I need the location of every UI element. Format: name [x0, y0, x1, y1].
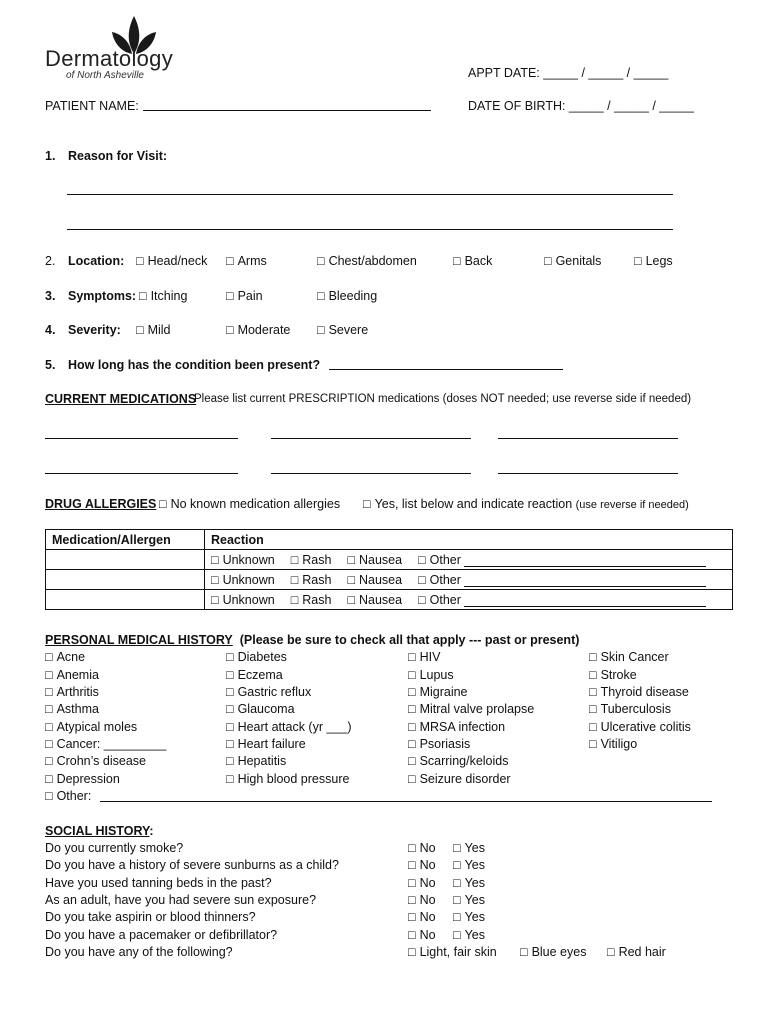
location-chest-checkbox[interactable]: □ Chest/abdomen [317, 254, 417, 268]
allergy-table-header [46, 530, 733, 550]
pmh-vitiligo-checkbox[interactable]: □ Vitiligo [589, 737, 637, 751]
pmh-tuberculosis-checkbox[interactable]: □ Tuberculosis [589, 702, 671, 716]
pmh-anemia-checkbox[interactable]: □ Anemia [45, 668, 99, 682]
medication-input-6[interactable] [498, 473, 678, 474]
fair-skin-checkbox[interactable]: □ Light, fair skin [408, 945, 497, 959]
pmh-psoriasis-checkbox[interactable]: □ Psoriasis [408, 737, 470, 751]
allergen-input[interactable] [46, 570, 205, 590]
q5-label: How long has the condition been present? [68, 358, 321, 372]
social-question: Do you have a pacemaker or defibrillator? [45, 928, 278, 942]
reaction-other-checkbox[interactable]: □ Other [418, 553, 461, 567]
allergen-input[interactable] [46, 590, 205, 610]
pmh-mrsa-checkbox[interactable]: □ MRSA infection [408, 720, 505, 734]
allergy-table [45, 529, 733, 610]
pmh-ulcerative-colitis-checkbox[interactable]: □ Ulcerative colitis [589, 720, 691, 734]
social-question: Do you take aspirin or blood thinners? [45, 910, 256, 924]
pmh-gastric-reflux-checkbox[interactable]: □ Gastric reflux [226, 685, 311, 699]
appt-date-field[interactable]: APPT DATE: _____ / _____ / _____ [468, 66, 669, 80]
medications-title: CURRENT MEDICATIONS [45, 392, 197, 406]
duration-input[interactable] [329, 369, 563, 370]
pacemaker-no-checkbox[interactable]: □ No [408, 928, 436, 942]
pmh-heart-attack-checkbox[interactable]: □ Heart attack (yr ___) [226, 720, 352, 734]
pmh-atypical-moles-checkbox[interactable]: □ Atypical moles [45, 720, 137, 734]
reaction-cell [205, 590, 733, 610]
pmh-asthma-checkbox[interactable]: □ Asthma [45, 702, 99, 716]
location-back-checkbox[interactable]: □ Back [453, 254, 492, 268]
pmh-title: PERSONAL MEDICAL HISTORY [45, 633, 233, 647]
pmh-arthritis-checkbox[interactable]: □ Arthritis [45, 685, 99, 699]
medication-input-4[interactable] [45, 473, 238, 474]
pmh-hiv-checkbox[interactable]: □ HIV [408, 650, 440, 664]
pmh-depression-checkbox[interactable]: □ Depression [45, 772, 120, 786]
reaction-nausea-checkbox[interactable]: □ Nausea [347, 553, 402, 567]
q4-number: 4. [45, 323, 56, 337]
pmh-diabetes-checkbox[interactable]: □ Diabetes [226, 650, 287, 664]
tanning-no-checkbox[interactable]: □ No [408, 876, 436, 890]
medication-input-5[interactable] [271, 473, 471, 474]
q5-number: 5. [45, 358, 56, 372]
medications-note: Please list current PRESCRIPTION medications (doses NOT needed; use reverse side if needed) [194, 393, 692, 405]
blue-eyes-checkbox[interactable]: □ Blue eyes [520, 945, 586, 959]
pmh-skin-cancer-checkbox[interactable]: □ Skin Cancer [589, 650, 669, 664]
symptom-itching-checkbox[interactable]: □ Itching [139, 289, 187, 303]
severity-severe-checkbox[interactable]: □ Severe [317, 323, 368, 337]
social-heading [45, 824, 154, 838]
reaction-unknown-checkbox[interactable]: □ Unknown [211, 593, 275, 607]
blood-thinners-yes-checkbox[interactable]: □ Yes [453, 910, 485, 924]
reaction-other-input[interactable] [464, 555, 706, 567]
symptom-pain-checkbox[interactable]: □ Pain [226, 289, 263, 303]
pmh-migraine-checkbox[interactable]: □ Migraine [408, 685, 468, 699]
location-legs-checkbox[interactable]: □ Legs [634, 254, 673, 268]
allergies-yes-option[interactable] [363, 497, 689, 511]
location-head-neck-checkbox[interactable]: □ Head/neck [136, 254, 207, 268]
social-question-last: Do you have any of the following? [45, 945, 233, 959]
col-reaction-header: Reaction [205, 530, 733, 550]
no-known-allergies-checkbox[interactable]: □ No known medication allergies [159, 497, 340, 511]
reaction-other-checkbox[interactable]: □ Other [418, 573, 461, 587]
logo-title: Dermatology [45, 46, 174, 71]
patient-name-input[interactable] [143, 110, 431, 111]
social-title-colon: : [149, 824, 154, 838]
pmh-scarring-checkbox[interactable]: □ Scarring/keloids [408, 754, 509, 768]
q3-number: 3. [45, 289, 56, 303]
social-question: As an adult, have you had severe sun exposure? [45, 893, 317, 907]
reaction-rash-checkbox[interactable]: □ Rash [291, 553, 332, 567]
sunburns-no-checkbox[interactable]: □ No [408, 858, 436, 872]
location-genitals-checkbox[interactable]: □ Genitals [544, 254, 601, 268]
pmh-glaucoma-checkbox[interactable]: □ Glaucoma [226, 702, 295, 716]
social-question: Do you have a history of severe sunburns as a child? [45, 858, 339, 872]
table-row [46, 570, 733, 590]
social-question: Do you currently smoke? [45, 841, 184, 855]
reaction-other-input[interactable] [464, 575, 706, 587]
social-title: SOCIAL HISTORY [45, 824, 150, 838]
blood-thinners-no-checkbox[interactable]: □ No [408, 910, 436, 924]
pmh-hepatitis-checkbox[interactable]: □ Hepatitis [226, 754, 286, 768]
location-arms-checkbox[interactable]: □ Arms [226, 254, 267, 268]
smoke-yes-checkbox[interactable]: □ Yes [453, 841, 485, 855]
pmh-other-input[interactable] [100, 801, 712, 802]
reaction-cell [205, 550, 733, 570]
sunburns-yes-checkbox[interactable]: □ Yes [453, 858, 485, 872]
pacemaker-yes-checkbox[interactable]: □ Yes [453, 928, 485, 942]
pmh-eczema-checkbox[interactable]: □ Eczema [226, 668, 283, 682]
smoke-no-checkbox[interactable]: □ No [408, 841, 436, 855]
reaction-other-input[interactable] [464, 595, 706, 607]
q1-label: Reason for Visit: [68, 149, 168, 163]
severity-mild-checkbox[interactable]: □ Mild [136, 323, 170, 337]
allergen-input[interactable] [46, 550, 205, 570]
reaction-other-checkbox[interactable]: □ Other [418, 593, 461, 607]
table-row [46, 590, 733, 610]
reaction-nausea-checkbox[interactable]: □ Nausea [347, 593, 402, 607]
sun-exposure-no-checkbox[interactable]: □ No [408, 893, 436, 907]
medication-input-1[interactable] [45, 438, 238, 439]
q2-label: Location: [68, 254, 125, 268]
reaction-nausea-checkbox[interactable]: □ Nausea [347, 573, 402, 587]
reaction-unknown-checkbox[interactable]: □ Unknown [211, 573, 275, 587]
pmh-heading [45, 633, 579, 647]
pmh-lupus-checkbox[interactable]: □ Lupus [408, 668, 454, 682]
reason-input-2[interactable] [67, 229, 673, 230]
logo-subtitle: of North Asheville [66, 70, 144, 81]
q3-label: Symptoms: [68, 289, 137, 303]
q4-label: Severity: [68, 323, 121, 337]
q2-number: 2. [45, 254, 56, 268]
symptom-bleeding-checkbox[interactable]: □ Bleeding [317, 289, 377, 303]
medication-input-2[interactable] [271, 438, 471, 439]
patient-name-label: PATIENT NAME: [45, 99, 139, 113]
pmh-heart-failure-checkbox[interactable]: □ Heart failure [226, 737, 306, 751]
q1-number: 1. [45, 149, 56, 163]
col-medication-header: Medication/Allergen [46, 530, 205, 550]
reaction-cell [205, 570, 733, 590]
pmh-cancer-checkbox[interactable]: □ Cancer: _________ [45, 737, 166, 751]
medication-input-3[interactable] [498, 438, 678, 439]
severity-moderate-checkbox[interactable]: □ Moderate [226, 323, 290, 337]
pmh-seizure-checkbox[interactable]: □ Seizure disorder [408, 772, 511, 786]
pmh-high-blood-pressure-checkbox[interactable]: □ High blood pressure [226, 772, 349, 786]
social-question: Have you used tanning beds in the past? [45, 876, 272, 890]
pmh-acne-checkbox[interactable]: □ Acne [45, 650, 85, 664]
allergies-yes-checkbox[interactable]: □ Yes, list below and indicate reaction [363, 497, 572, 511]
allergies-title: DRUG ALLERGIES [45, 497, 157, 511]
sun-exposure-yes-checkbox[interactable]: □ Yes [453, 893, 485, 907]
allergies-yes-note: (use reverse if needed) [575, 499, 689, 511]
pmh-crohns-checkbox[interactable]: □ Crohn’s disease [45, 754, 146, 768]
pmh-thyroid-checkbox[interactable]: □ Thyroid disease [589, 685, 689, 699]
red-hair-checkbox[interactable]: □ Red hair [607, 945, 666, 959]
table-row [46, 550, 733, 570]
pmh-mitral-valve-checkbox[interactable]: □ Mitral valve prolapse [408, 702, 534, 716]
dob-field[interactable]: DATE OF BIRTH: _____ / _____ / _____ [468, 99, 695, 113]
reaction-rash-checkbox[interactable]: □ Rash [291, 573, 332, 587]
tanning-yes-checkbox[interactable]: □ Yes [453, 876, 485, 890]
pmh-other-checkbox[interactable]: □ Other: [45, 789, 91, 803]
pmh-note: (Please be sure to check all that apply --- past or present) [239, 633, 580, 647]
reaction-rash-checkbox[interactable]: □ Rash [291, 593, 332, 607]
reaction-unknown-checkbox[interactable]: □ Unknown [211, 553, 275, 567]
pmh-stroke-checkbox[interactable]: □ Stroke [589, 668, 637, 682]
reason-input-1[interactable] [67, 194, 673, 195]
